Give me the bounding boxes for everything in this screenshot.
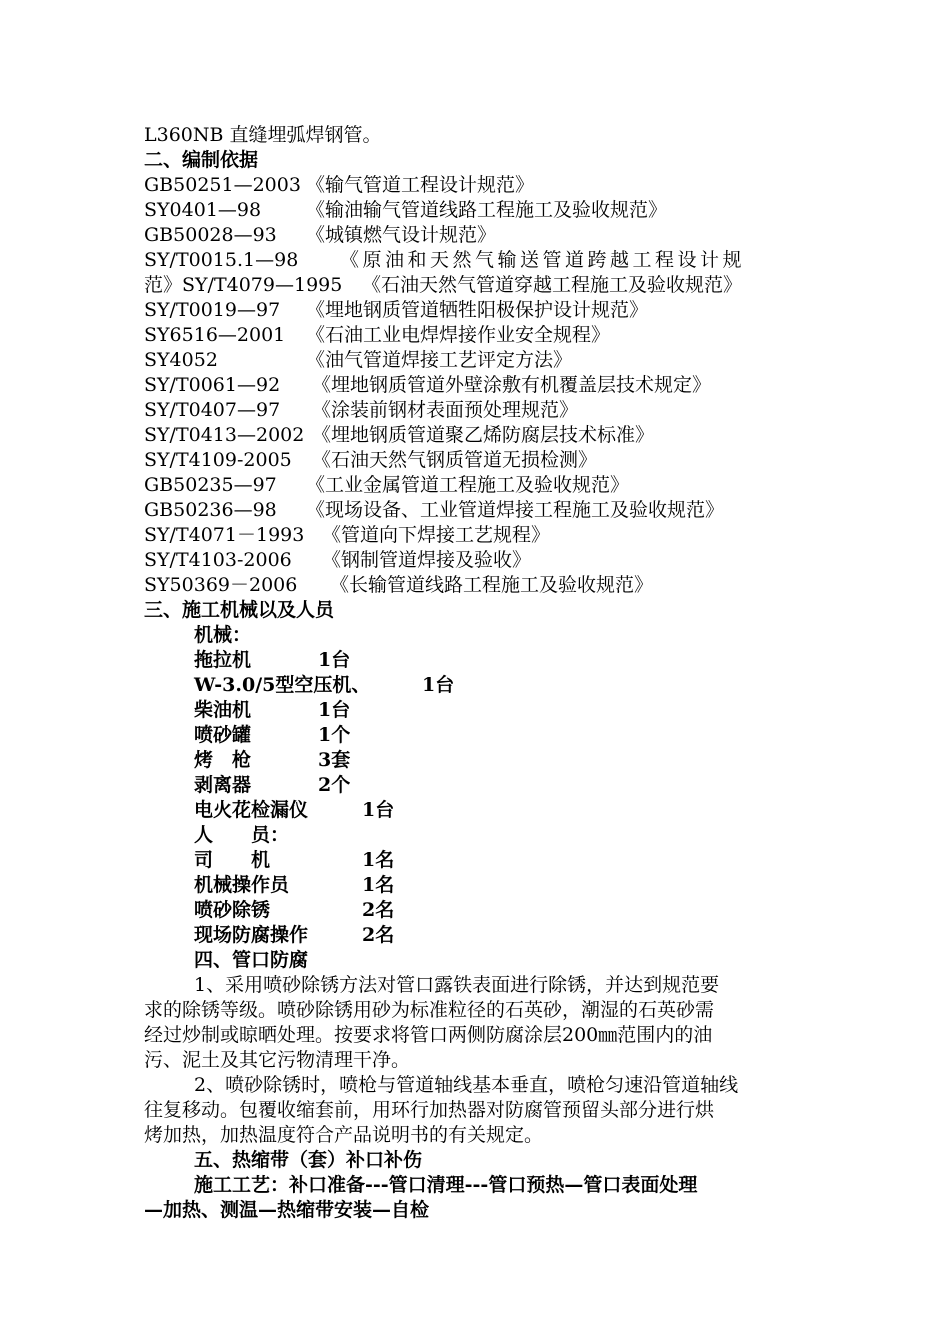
process-line: —加热、测温—热缩带安装—自检 (144, 1199, 430, 1221)
staff-qty: 1名 (362, 874, 395, 896)
staff-label: 人 员： (194, 824, 290, 846)
standard-code: GB50251—2003 (144, 174, 301, 196)
machine-name: 烤 枪 (194, 749, 252, 771)
machines-label: 机械： (194, 624, 252, 646)
machine-qty: 1台 (318, 649, 351, 671)
staff-role: 司 机 (194, 849, 271, 871)
standard-code: SY0401—98 (144, 199, 262, 221)
standard-code: SY/T0413—2002 (144, 424, 305, 446)
standard-code: SY50369－2006 (144, 574, 298, 596)
standard-code: 范》SY/T4079—1995 (144, 274, 343, 296)
staff-role: 现场防腐操作 (194, 924, 309, 946)
standard-title: 《石油天然气管道穿越工程施工及验收规范》 (362, 274, 743, 296)
standard-title: 《管道向下焊接工艺规程》 (322, 524, 551, 546)
standard-code: SY4052 (144, 349, 218, 371)
intro-line: L360NB 直缝埋弧焊钢管。 (144, 124, 382, 146)
machine-qty: 1台 (422, 674, 455, 696)
standard-code: GB50028—93 (144, 224, 277, 246)
standard-code: GB50236—98 (144, 499, 277, 521)
standard-code: GB50235—97 (144, 474, 277, 496)
section-4-heading: 四、管口防腐 (194, 949, 309, 971)
standard-title: 《输气管道工程设计规范》 (306, 174, 535, 196)
standard-code: SY/T0407—97 (144, 399, 281, 421)
standard-code: SY/T4109-2005 (144, 449, 292, 471)
staff-qty: 1名 (362, 849, 395, 871)
paragraph-2-line: 烤加热，加热温度符合产品说明书的有关规定。 (144, 1124, 544, 1146)
paragraph-1-line: 求的除锈等级。喷砂除锈用砂为标准粒径的石英砂，潮湿的石英砂需 (144, 999, 715, 1021)
machine-qty: 2个 (318, 774, 351, 796)
standard-title: 《埋地钢质管道牺牲阳极保护设计规范》 (306, 299, 649, 321)
machine-name: 电火花检漏仪 (194, 799, 309, 821)
machine-name: 喷砂罐 (194, 724, 252, 746)
staff-qty: 2名 (362, 899, 395, 921)
standard-title: 《城镇燃气设计规范》 (306, 224, 497, 246)
standard-title: 《石油工业电焊焊接作业安全规程》 (306, 324, 611, 346)
paragraph-2-line: 2、喷砂除锈时，喷枪与管道轴线基本垂直，喷枪匀速沿管道轴线 (194, 1074, 739, 1096)
machine-name: 柴油机 (194, 699, 252, 721)
standard-code: SY/T0019—97 (144, 299, 281, 321)
standard-code: SY6516—2001 (144, 324, 286, 346)
paragraph-1-line: 污、泥土及其它污物清理干净。 (144, 1049, 411, 1071)
standard-title: 《现场设备、工业管道焊接工程施工及验收规范》 (306, 499, 725, 521)
machine-name: W-3.0/5型空压机、 (194, 674, 371, 696)
standard-code: SY/T0061—92 (144, 374, 281, 396)
paragraph-1-line: 经过炒制或晾晒处理。按要求将管口两侧防腐涂层200㎜范围内的油 (144, 1024, 713, 1046)
standard-title: 《原油和天然气输送管道跨越工程设计规 (340, 249, 746, 271)
staff-role: 机械操作员 (194, 874, 290, 896)
standard-title: 《钢制管道焊接及验收》 (322, 549, 532, 571)
paragraph-1-line: 1、采用喷砂除锈方法对管口露铁表面进行除锈，并达到规范要 (194, 974, 720, 996)
section-2-heading: 二、编制依据 (144, 149, 259, 171)
standard-code: SY/T4103-2006 (144, 549, 292, 571)
standard-title: 《石油天然气钢质管道无损检测》 (312, 449, 598, 471)
standard-title: 《埋地钢质管道外壁涂敷有机覆盖层技术规定》 (312, 374, 712, 396)
standard-code: SY/T0015.1—98 (144, 249, 299, 271)
standard-code: SY/T4071－1993 (144, 524, 305, 546)
staff-role: 喷砂除锈 (194, 899, 271, 921)
standard-title: 《涂装前钢材表面预处理规范》 (312, 399, 579, 421)
standard-title: 《埋地钢质管道聚乙烯防腐层技术标准》 (312, 424, 655, 446)
section-5-heading: 五、热缩带（套）补口补伤 (194, 1149, 423, 1171)
standard-title: 《油气管道焊接工艺评定方法》 (306, 349, 573, 371)
machine-name: 剥离器 (194, 774, 252, 796)
standard-title: 《长输管道线路工程施工及验收规范》 (330, 574, 654, 596)
machine-name: 拖拉机 (194, 649, 252, 671)
machine-qty: 1个 (318, 724, 351, 746)
machine-qty: 1台 (318, 699, 351, 721)
section-3-heading: 三、施工机械以及人员 (144, 599, 335, 621)
staff-qty: 2名 (362, 924, 395, 946)
machine-qty: 1台 (362, 799, 395, 821)
process-line: 施工工艺：补口准备---管口清理---管口预热—管口表面处理 (194, 1174, 698, 1196)
machine-qty: 3套 (318, 749, 351, 771)
paragraph-2-line: 往复移动。包覆收缩套前，用环行加热器对防腐管预留头部分进行烘 (144, 1099, 715, 1121)
standard-title: 《输油输气管道线路工程施工及验收规范》 (306, 199, 668, 221)
standard-title: 《工业金属管道工程施工及验收规范》 (306, 474, 630, 496)
